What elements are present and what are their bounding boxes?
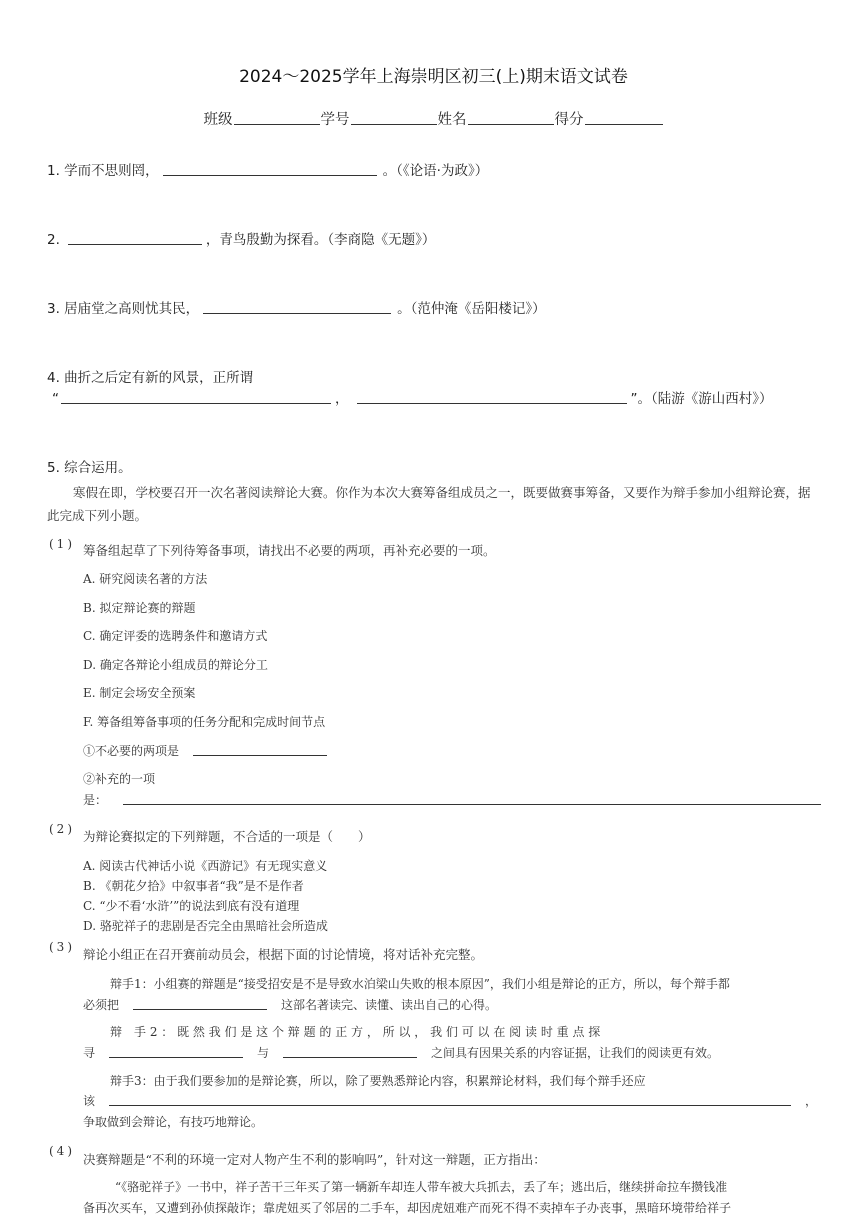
q1-blank[interactable]	[163, 164, 377, 176]
name-label: 姓名	[437, 112, 467, 128]
exam-title: 2024～2025学年上海崇明区初三(上)期末语文试卷	[239, 67, 628, 87]
sub4-passage-line1: “《骆驼祥子》一书中，祥子苦干三年买了第一辆新车却连人带车被大兵抓去，丢了车；逃出后，继续拼命拉车攒钱准	[115, 1180, 728, 1194]
question-1	[47, 159, 488, 179]
q4-comma: ，	[335, 391, 349, 407]
score-label: 得分	[554, 112, 584, 128]
sub3-p3-prefix: 该	[83, 1094, 96, 1108]
q3-blank[interactable]	[203, 302, 391, 314]
sub3-debater1-line1: 辩手1：小组赛的辩题是“接受招安是不是导致水泊梁山失败的根本原因”，我们小组是辩论的正方，所以，每个辩手都	[110, 977, 730, 991]
question-5-intro: 寒假在即，学校要召开一次名著阅读辩论大赛。你作为本次大赛筹备组成员之一，既要做赛事筹备，又要作为辩手参加小组辩论赛，据此完成下列小题。	[47, 485, 811, 523]
sub2-option-b: B. 《朝花夕拾》中叙事者“我”是不是作者	[83, 879, 304, 893]
sub3-debater2-line1: 辩 手 2 ： 既 然 我 们 是 这 个 辩 题 的 正 方 ， 所 以 ， 我 们 可 以 在 阅 读 时 重 点 探	[110, 1025, 601, 1039]
sub3-debater3-line1: 辩手3：由于我们要参加的是辩论赛，所以，除了要熟悉辩论内容，积累辩论材料，我们每个辩手还应	[110, 1074, 646, 1088]
sub1-option-d: D. 确定各辩论小组成员的辩论分工	[83, 658, 268, 672]
sub4-number: (4)	[49, 1144, 75, 1158]
sub2-option-a: A. 阅读古代神话小说《西游记》有无现实意义	[83, 859, 328, 873]
sub3-p1-suffix: 这部名著读完、读懂、读出自己的心得。	[281, 998, 498, 1012]
sub2-option-d: D. 骆驼祥子的悲剧是否完全由黑暗社会所造成	[83, 919, 328, 933]
q1-suffix: 。（《论语·为政》）	[382, 163, 489, 179]
sub4-stem: 决赛辩题是“不利的环境一定对人物产生不利的影响吗”，针对这一辩题，正方指出：	[83, 1152, 546, 1167]
sub3-debater1-line2	[83, 996, 497, 1013]
student-number-label: 学号	[320, 112, 350, 128]
sub1-option-a: A. 研究阅读名著的方法	[83, 572, 208, 586]
sub2-option-c: C. “少不看‘水浒’”的说法到底有没有道理	[83, 899, 300, 913]
student-info-row	[0, 108, 867, 129]
sub1-answer-2	[83, 791, 821, 808]
sub1-answer-2-label-b: 是：	[83, 793, 108, 807]
q3-prefix: 3. 居庙堂之高则忧其民，	[47, 301, 200, 317]
sub3-debater3-line2	[83, 1092, 817, 1109]
sub1-answer-1-blank[interactable]	[193, 744, 327, 756]
q2-blank[interactable]	[68, 233, 202, 245]
q2-prefix: 2.	[47, 232, 60, 248]
question-3	[47, 297, 546, 317]
sub3-p3-comma: ，	[805, 1094, 818, 1108]
sub3-stem: 辩论小组正在召开赛前动员会，根据下面的讨论情境，将对话补充完整。	[83, 947, 484, 962]
sub2-stem: 为辩论赛拟定的下列辩题，不合适的一项是（ ）	[83, 829, 371, 844]
sub3-p2-suffix: 之间具有因果关系的内容证据，让我们的阅读更有效。	[431, 1046, 720, 1060]
sub1-option-f: F. 筹备组筹备事项的任务分配和完成时间节点	[83, 715, 326, 729]
sub1-answer-2-label: ②补充的一项	[83, 772, 156, 786]
sub4-passage-line2: 备再次买车，又遭到孙侦探敲诈；靠虎妞买了邻居的二手车，却因虎妞难产而死不得不卖掉车子办丧事，黑暗环境带给祥子	[83, 1201, 732, 1215]
sub1-option-e: E. 制定会场安全预案	[83, 686, 196, 700]
sub3-debater3-line3: 争取做到会辩论，有技巧地辩论。	[83, 1115, 264, 1129]
class-blank[interactable]	[234, 111, 320, 125]
sub1-option-b: B. 拟定辩论赛的辩题	[83, 601, 196, 615]
sub1-number: (1)	[49, 537, 75, 551]
class-label: 班级	[203, 112, 233, 128]
q4-suffix: ”。（陆游《游山西村》）	[630, 391, 773, 407]
sub3-blank-2[interactable]	[109, 1046, 243, 1058]
question-2	[47, 228, 435, 248]
name-blank[interactable]	[468, 111, 554, 125]
student-number-blank[interactable]	[351, 111, 437, 125]
sub3-blank-3[interactable]	[283, 1046, 417, 1058]
sub3-blank-4[interactable]	[109, 1094, 791, 1106]
q4-blank-2[interactable]	[357, 392, 627, 404]
q3-suffix: 。（范仲淹《岳阳楼记》）	[397, 301, 546, 317]
sub1-option-c: C. 确定评委的选聘条件和邀请方式	[83, 629, 268, 643]
sub3-p2-prefix: 寻	[83, 1046, 96, 1060]
sub3-debater2-line2	[83, 1044, 719, 1061]
q4-blank-1[interactable]	[61, 392, 331, 404]
score-blank[interactable]	[585, 111, 663, 125]
q4-open-quote: “	[52, 391, 59, 407]
sub1-answer-1	[83, 742, 327, 759]
sub1-answer-2-blank[interactable]	[123, 793, 821, 805]
sub3-blank-1[interactable]	[133, 998, 267, 1010]
q1-prefix: 1. 学而不思则罔，	[47, 163, 159, 179]
question-4-line1: 4. 曲折之后定有新的风景，正所谓	[47, 370, 254, 386]
q2-suffix: ，青鸟殷勤为探看。（李商隐《无题》）	[205, 232, 436, 248]
sub3-number: (3)	[49, 940, 75, 954]
sub1-answer-1-label: ①不必要的两项是	[83, 744, 180, 758]
sub3-p2-and: 与	[257, 1046, 270, 1060]
sub1-stem: 筹备组起草了下列待筹备事项，请找出不必要的两项，再补充必要的一项。	[83, 543, 496, 558]
question-4-line2	[52, 387, 773, 407]
sub3-p1-prefix: 必须把	[83, 998, 120, 1012]
question-5-heading: 5. 综合运用。	[47, 460, 132, 476]
sub2-number: (2)	[49, 822, 75, 836]
